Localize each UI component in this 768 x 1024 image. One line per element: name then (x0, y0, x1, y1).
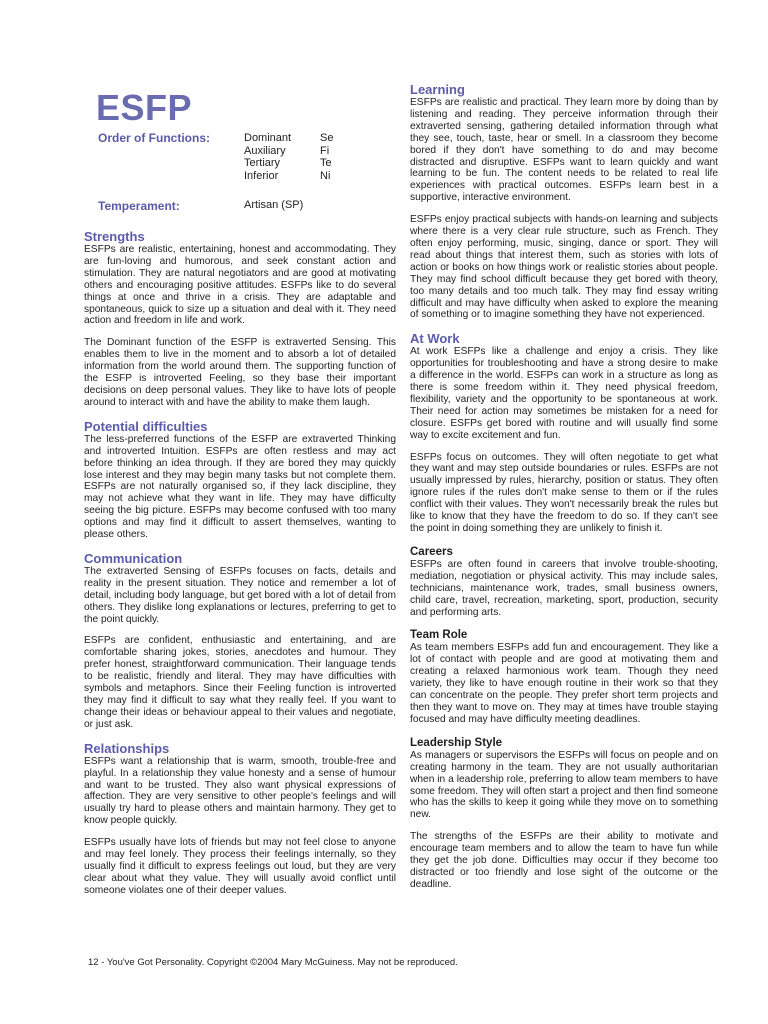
left-column (84, 88, 396, 907)
function-code: Se (320, 132, 334, 144)
at-work-paragraph-2: ESFPs focus on outcomes. They will often negotiate to get what they want and may step outside boundaries or rules. ESFPs are not usually impressed by rules, hierarchy, position or status. They often ignore rules if the rules don't make sense to them or if the rules conflict with their values. They won't necessarily break the rules but like to know that they have the freedom to do so. If they can't see the point in doing something they are unlikely to finish it. (410, 451, 718, 534)
page-title: ESFP (96, 87, 193, 128)
order-of-functions-label: Order of Functions: (98, 131, 210, 145)
page-footer: 12 - You've Got Personality. Copyright ©2004 Mary McGuiness. May not be reproduced. (88, 957, 458, 968)
leadership-style-paragraph-1: As managers or supervisors the ESFPs will focus on people and on creating harmony in the team. They are not usually authoritarian when in a leadership role, preferring to allow team members to have some freedom. They will often start a project and then find someone who has the skills to keep it going while they move on to something new. (410, 749, 718, 821)
leadership-style-section (410, 736, 718, 891)
at-work-section (410, 331, 718, 535)
communication-paragraph-2: ESFPs are confident, enthusiastic and entertaining, and are comfortable sharing jokes, stories, anecdotes and humour. They prefer honest, straightforward communication. Their language tends to be realistic, friendly and literal. They may have difficulties with symbols and metaphors. Since their Feeling function is introverted they may find it difficult to say what they really feel. If you want to change their ideas or behaviour appeal to their values and negotiate, or just ask. (84, 635, 396, 730)
function-name: Auxiliary (244, 144, 286, 157)
careers-section (410, 545, 718, 619)
right-column (410, 82, 718, 901)
strengths-paragraph-2: The Dominant function of the ESFP is extraverted Sensing. This enables them to live in the moment and to absorb a lot of detailed information from the world around them. The supporting function of the ESFP is introverted Feeling, so they base their important decisions on deep personal values. They like to have lots of people around to interact with and have the ability to make them laugh. (84, 337, 396, 408)
potential-difficulties-section (84, 419, 396, 541)
team-role-heading: Team Role (410, 629, 468, 642)
team-role-paragraph-1: As team members ESFPs add fun and encouragement. They like a lot of contact with people and are good at motivating them and creating a relaxed harmonious work team. Though they need variety, they like to have enough routine in their work so that they can concentrate on the people. They prefer short term projects and then they want to move on. They may at times have trouble staying focused and may have difficulty meeting deadlines. (410, 642, 718, 725)
temperament-value: Artisan (SP) (244, 199, 304, 211)
relationships-paragraph-1: ESFPs want a relationship that is warm, smooth, trouble-free and playful. In a relationship they value honesty and a sense of humour and want to be trusted. They also want physical expressions of affection. They are very sensitive to other people's feelings and will usually try hard to please others and maintain harmony. They get to know people quickly. (84, 755, 396, 827)
careers-paragraph-1: ESFPs are often found in careers that involve trouble-shooting, mediation, negotiation or physical activity. This may include sales, technicians, maintenance work, trades, small business owners, child care, travel, recreation, marketing, sport, production, security and performing arts. (410, 558, 718, 618)
strengths-paragraph-1: ESFPs are realistic, entertaining, honest and accommodating. They are fun-loving and humorous, and seek constant action and stimulation. They are natural negotiators and are good at motivating others and encouraging positive attitudes. ESFPs like to do several things at once and thrive in a crisis. They are adaptable and spontaneous, quick to size up a situation and deal with it. They need action and freedom in life and work. (84, 244, 396, 327)
strengths-section (84, 229, 396, 409)
function-row (98, 132, 396, 145)
potential-difficulties-heading: Potential difficulties (84, 418, 208, 434)
temperament-label: Temperament: (98, 199, 180, 213)
strengths-heading: Strengths (84, 229, 145, 244)
function-code: Te (320, 157, 332, 169)
function-name: Tertiary (244, 157, 281, 169)
at-work-paragraph-1: At work ESFPs like a challenge and enjoy a crisis. They like opportunities for troubleshooting and have a strong desire to make a difference in the world. ESFPs can work in a structure as long as there is some freedom within it. They need physical freedom, flexibility, variety and the opportunity to be spontaneous at work. Their need for action may sometimes be mistaken for a need for closure. ESFPs get bored with routine and will usually find some way to excite excitement and fun. (410, 346, 718, 441)
order-of-functions (98, 132, 396, 182)
function-code: Ni (320, 169, 331, 182)
communication-section (84, 551, 396, 731)
function-row (98, 157, 396, 170)
team-role-section (410, 628, 718, 725)
careers-heading: Careers (410, 545, 453, 558)
learning-paragraph-2: ESFPs enjoy practical subjects with hands-on learning and subjects where there is a very clear rule structure, such as French. They often enjoy performing, music, singing, dance or sport. They will read about things that interest them, such as stories with lots of action or books on how things work or realistic stories about people. They may find school difficult because they get bored with theory, too many details and too much talk. They may find essay writing difficult and may have difficulty when asked to explore the meaning of something or to imagine something they have not experienced. (410, 214, 718, 321)
relationships-section (84, 741, 396, 897)
potential-difficulties-paragraph-1: The less-preferred functions of the ESFP are extraverted Thinking and introverted Intuition. ESFPs are often restless and may act before thinking an idea through. If they are bored they may quickly lose interest and they may begin many tasks but not complete them. ESFPs are not naturally organised so, if they lack discipline, they may not achieve what they want in life. They may have difficulty seeing the big picture. ESFPs may become confused with too many options and may find it difficult to assert themselves, wanting to please others. (84, 433, 396, 541)
learning-section (410, 82, 718, 321)
function-name: Dominant (244, 132, 292, 144)
function-row (98, 170, 396, 183)
learning-paragraph-1: ESFPs are realistic and practical. They learn more by doing than by listening and reading. They perceive information through their extraverted sensing, gathering detailed information through what they see, touch, taste, hear or smell. In a classroom they become bored if they don't have something to do and may become distracted and disruptive. ESFPs want to learn quickly and want learning to be fun. The content needs to be related to real life experiences with practical outcomes. ESFPs learn best in a supportive, interactive environment. (410, 97, 718, 204)
relationships-heading: Relationships (84, 740, 170, 756)
temperament-row (98, 199, 396, 213)
leadership-style-heading: Leadership Style (410, 736, 503, 749)
communication-heading: Communication (84, 550, 183, 566)
leadership-style-paragraph-2: The strengths of the ESFPs are their ability to motivate and encourage team members and to allow the team to have fun while they get the job done. Difficulties may occur if they become too distracted or too friendly and lose sight of the outcome or the deadline. (410, 831, 718, 890)
relationships-paragraph-2: ESFPs usually have lots of friends but may not feel close to anyone and may feel lonely. They process their feelings internally, so they usually find it difficult to express feelings out loud, but they are very clear about what they value. They will usually avoid conflict until someone violates one of their deeper values. (84, 837, 396, 896)
function-name: Inferior (244, 169, 279, 182)
function-code: Fi (320, 144, 330, 157)
communication-paragraph-1: The extraverted Sensing of ESFPs focuses on facts, details and reality in the present situation. They notice and remember a lot of detail, including body language, but get bored with a lot of detail from others. They dislike long explanations or lectures, preferring to get to the point quickly. (84, 565, 396, 625)
at-work-heading: At Work (410, 331, 460, 347)
function-row (98, 145, 396, 158)
learning-heading: Learning (410, 82, 465, 97)
